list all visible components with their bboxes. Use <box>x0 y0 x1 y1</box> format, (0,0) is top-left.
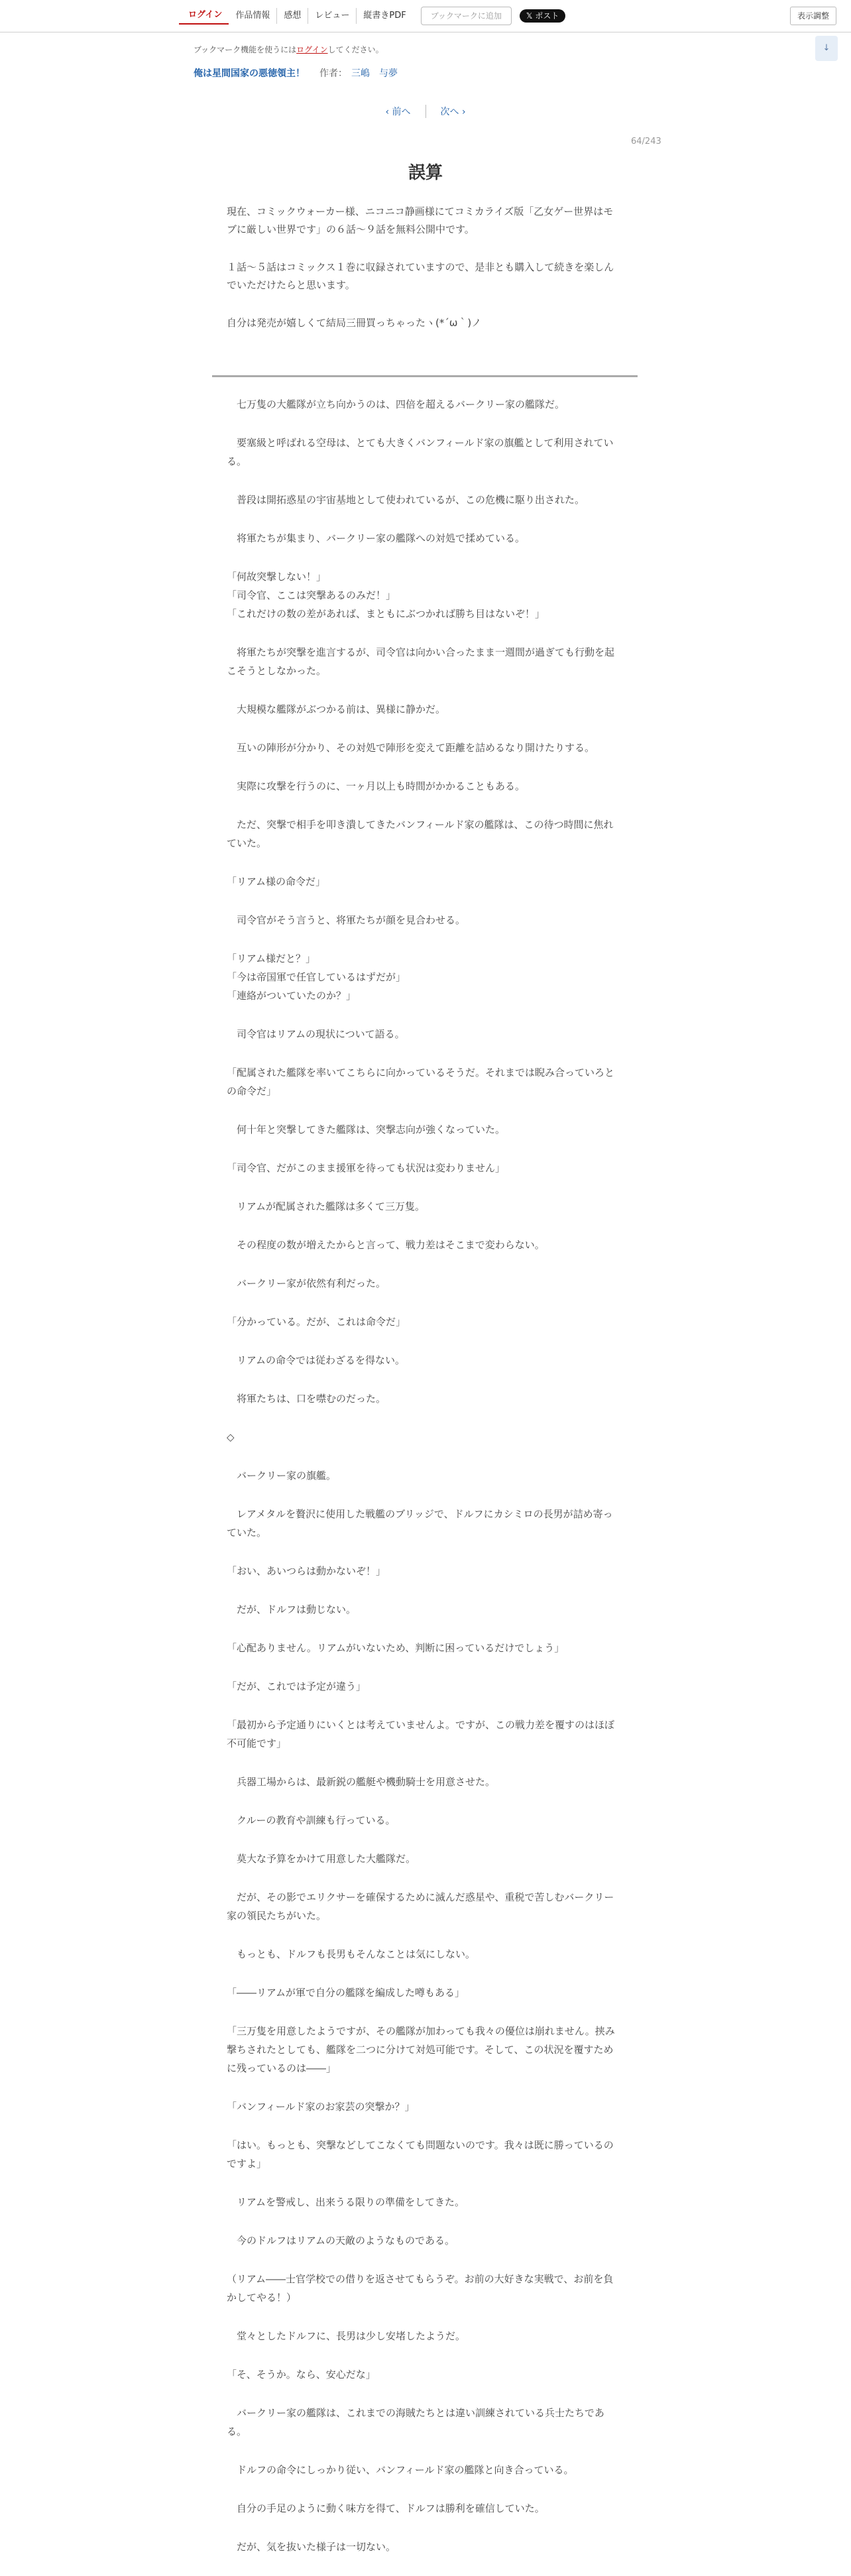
body-paragraph: リアムの命令では従わざるを得ない。 <box>227 1354 405 1366</box>
body-paragraph: 司令官がそう言うと、将軍たちが顔を見合わせる。 <box>227 914 466 926</box>
body-paragraph: 普段は開拓惑星の宇宙基地として使われているが、この危機に駆り出された。 <box>227 494 585 506</box>
x-logo-icon: 𝕏 <box>526 11 536 21</box>
body-paragraph: リアムを警戒し、出来うる限りの準備をしてきた。 <box>227 2196 465 2208</box>
x-post-label: ポスト <box>535 11 559 21</box>
body-paragraph: 互いの陣形が分かり、その対処で陣形を変えて距離を詰めるなり開けたりする。 <box>227 742 595 754</box>
body-paragraph: 将軍たちが集まり、バークリー家の艦隊への対処で揉めている。 <box>227 532 526 544</box>
top-nav <box>0 0 851 32</box>
arrow-down-icon: ↓ <box>823 43 830 53</box>
prev-page-link[interactable]: ‹ 前へ <box>385 105 426 118</box>
body-paragraph: バークリー家の旗艦。 <box>227 1470 337 1482</box>
body-paragraph: 「これだけの数の差があれば、まともにぶつかれば勝ち目はないぞ！」 <box>227 608 545 620</box>
body-paragraph: ◇ <box>227 1431 235 1443</box>
body-paragraph: 「三万隻を用意したようですが、その艦隊が加わっても我々の優位は崩れません。挟み撃ちされたとしても、艦隊を二つに分けて対処可能です。そして、この状況を覆すために残っているのは――」 <box>227 2025 615 2074</box>
body-paragraph: ただ、突撃で相手を叩き潰してきたバンフィールド家の艦隊は、この待つ時間に焦れていた。 <box>227 819 614 849</box>
notice-suffix: してください。 <box>327 45 384 54</box>
body-paragraph: （リアム――士官学校での借りを返させてもらうぞ。お前の大好きな実戦で、お前を負かしてやる！） <box>227 2273 614 2304</box>
x-post-button[interactable] <box>520 9 566 23</box>
body-paragraph: その程度の数が増えたからと言って、戦力差はそこまで変わらない。 <box>227 1239 545 1251</box>
body-paragraph: 今のドルフはリアムの天敵のようなものである。 <box>227 2235 455 2247</box>
body-paragraph: 「おい、あいつらは動かないぞ！」 <box>227 1565 386 1577</box>
next-page-link[interactable]: 次へ › <box>440 107 466 117</box>
novel-body <box>227 395 622 2576</box>
scroll-down-button[interactable] <box>815 36 838 61</box>
body-paragraph: 「配属された艦隊を率いてこちらに向かっているそうだ。それまでは睨み合っていろとの命令だ」 <box>227 1067 615 1097</box>
bookmark-notice <box>194 44 384 55</box>
body-paragraph: 莫大な予算をかけて用意した大艦隊だ。 <box>227 1853 416 1865</box>
body-paragraph: 何十年と突撃してきた艦隊は、突撃志向が強くなっていた。 <box>227 1124 506 1136</box>
chapter-title: 誤算 <box>408 163 443 183</box>
nav-menu <box>179 0 565 32</box>
notice-login-link[interactable]: ログイン <box>296 45 328 54</box>
body-paragraph: 「だが、これでは予定が違う」 <box>227 1680 367 1692</box>
body-paragraph: 実際に攻撃を行うのに、一ヶ月以上も時間がかかることもある。 <box>227 780 526 792</box>
body-paragraph: バークリー家が依然有利だった。 <box>227 1277 386 1289</box>
author-link[interactable]: 三嶋 与夢 <box>351 68 398 79</box>
body-paragraph: だが、気を抜いた様子は一切ない。 <box>227 2541 396 2553</box>
body-paragraph: レアメタルを贅沢に使用した戦艦のブリッジで、ドルフにカシミロの長男が詰め寄っていた。 <box>227 1508 613 1539</box>
vertical-pdf-link[interactable]: 縦書きPDF <box>356 8 412 24</box>
body-paragraph: 将軍たちが突撃を進言するが、司令官は向かい合ったまま一週間が過ぎても行動を起こそうとしなかった。 <box>227 646 615 677</box>
preface <box>227 203 622 352</box>
body-paragraph: 将軍たちは、口を噤むのだった。 <box>227 1393 386 1405</box>
series-title-link[interactable]: 俺は星間国家の悪徳領主！ <box>194 68 305 79</box>
body-paragraph: 「はい。もっとも、突撃などしてこなくても問題ないのです。我々は既に勝っているのですよ」 <box>227 2139 614 2170</box>
author-label: 作者： <box>319 68 347 79</box>
body-paragraph: ドルフの命令にしっかり従い、バンフィールド家の艦隊と向き合っている。 <box>227 2464 574 2476</box>
add-bookmark-button[interactable]: ブックマークに追加 <box>421 7 512 25</box>
body-paragraph: もっとも、ドルフも長男もそんなことは気にしない。 <box>227 1948 476 1960</box>
body-paragraph: 「最初から予定通りにいくとは考えていませんよ。ですが、この戦力差を覆すのはほぼ不可能です」 <box>227 1719 615 1749</box>
impressions-link[interactable]: 感想 <box>276 8 308 24</box>
body-paragraph: 司令官はリアムの現状について語る。 <box>227 1028 405 1040</box>
novel-info-link[interactable]: 作品情報 <box>235 11 270 21</box>
body-paragraph: 「今は帝国軍で任官しているはずだが」 <box>227 971 406 983</box>
preface-paragraph: 現在、コミックウォーカー様、ニコニコ静画様にてコミカライズ版「乙女ゲー世界はモブに厳しい世界です」の６話～９話を無料公開中です。 <box>227 205 614 235</box>
body-paragraph: 「――リアムが軍で自分の艦隊を編成した噂もある」 <box>227 1987 465 1999</box>
display-settings-button[interactable]: 表示調整 <box>790 7 836 25</box>
body-paragraph: 「心配ありません。リアムがいないため、判断に困っているだけでしょう」 <box>227 1642 565 1654</box>
notice-prefix: ブックマーク機能を使うには <box>194 45 297 54</box>
body-paragraph: リアムが配属された艦隊は多くて三万隻。 <box>227 1200 425 1212</box>
body-paragraph: 「分かっている。だが、これは命令だ」 <box>227 1316 406 1328</box>
pager <box>0 105 851 118</box>
body-paragraph: 七万隻の大艦隊が立ち向かうのは、四倍を超えるバークリー家の艦隊だ。 <box>227 398 565 410</box>
body-paragraph: 「リアム様だと？」 <box>227 953 315 965</box>
body-paragraph: 「そ、そうか。なら、安心だな」 <box>227 2369 376 2380</box>
preface-paragraph: 自分は発売が嬉しくて結局三冊買っちゃったヽ(*´ω｀)ノ <box>227 317 482 329</box>
body-paragraph: 兵器工場からは、最新鋭の艦艇や機動騎士を用意させた。 <box>227 1776 496 1788</box>
series-line <box>194 66 398 80</box>
page-count: 64/243 <box>631 137 661 146</box>
body-paragraph: バークリー家の艦隊は、これまでの海賊たちとは違い訓練されている兵士たちである。 <box>227 2407 604 2437</box>
body-paragraph: 「バンフィールド家のお家芸の突撃か？」 <box>227 2101 415 2113</box>
body-paragraph: 「何故突撃しない！」 <box>227 571 327 583</box>
preface-divider <box>212 375 638 377</box>
login-link[interactable]: ログイン <box>179 7 229 25</box>
review-link[interactable]: レビュー <box>308 8 356 24</box>
body-paragraph: 「連絡がついていたのか？」 <box>227 990 357 1002</box>
body-paragraph: クルーの教育や訓練も行っている。 <box>227 1814 396 1826</box>
preface-paragraph: １話～５話はコミックス１巻に収録されていますので、是非とも購入して続きを楽しんでいただけたらと思います。 <box>227 261 614 291</box>
body-paragraph: 堂々としたドルフに、長男は少し安堵したようだ。 <box>227 2330 466 2342</box>
body-paragraph: 要塞級と呼ばれる空母は、とても大きくバンフィールド家の旗艦として利用されている。 <box>227 437 614 467</box>
body-paragraph: 自分の手足のように動く味方を得て、ドルフは勝利を確信していた。 <box>227 2502 545 2514</box>
body-paragraph: だが、ドルフは動じない。 <box>227 1604 357 1615</box>
body-paragraph: 「リアム様の命令だ」 <box>227 876 325 888</box>
body-paragraph: だが、その影でエリクサーを確保するために滅んだ惑星や、重税で苦しむバークリー家の領民たちがいた。 <box>227 1891 614 1922</box>
body-paragraph: 「司令官、ここは突撃あるのみだ！」 <box>227 589 396 601</box>
body-paragraph: 「司令官、だがこのまま援軍を待っても状況は変わりません」 <box>227 1162 506 1174</box>
body-paragraph: 大規模な艦隊がぶつかる前は、異様に静かだ。 <box>227 703 446 715</box>
